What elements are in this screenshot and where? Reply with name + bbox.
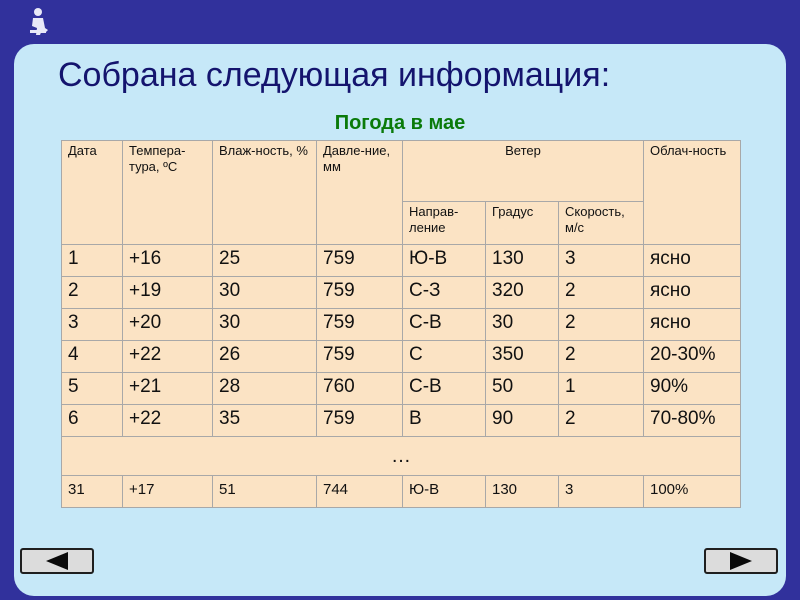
- cell-date: 3: [62, 309, 123, 341]
- cell-pressure: 759: [317, 277, 403, 309]
- cell-date: 1: [62, 245, 123, 277]
- cell-temperature: +22: [123, 341, 213, 373]
- cell-pressure: 759: [317, 309, 403, 341]
- cell-wind-degree: 30: [486, 309, 559, 341]
- cell-temperature: +21: [123, 373, 213, 405]
- header-wind-direction: Направ-ление: [403, 202, 486, 245]
- cell-humidity: 35: [213, 405, 317, 437]
- header-wind-degree: Градус: [486, 202, 559, 245]
- cell-cloudiness: ясно: [644, 245, 741, 277]
- cell-wind-degree: 130: [486, 245, 559, 277]
- cell-cloudiness: 20-30%: [644, 341, 741, 373]
- table-row: [62, 373, 741, 405]
- cell-wind-direction: С-З: [403, 277, 486, 309]
- cell-date: 2: [62, 277, 123, 309]
- cell-temperature: +17: [123, 476, 213, 508]
- cell-wind-degree: 90: [486, 405, 559, 437]
- cell-pressure: 744: [317, 476, 403, 508]
- cell-cloudiness: ясно: [644, 309, 741, 341]
- presenter-logo-icon: [28, 6, 50, 36]
- table-row-last: [62, 476, 741, 508]
- ellipsis-row: [62, 437, 741, 476]
- header-cloudiness: Облач-ность: [644, 141, 741, 245]
- cell-wind-speed: 3: [559, 476, 644, 508]
- page-title: Собрана следующая информация:: [58, 56, 611, 94]
- table-row: [62, 245, 741, 277]
- cell-wind-direction: С-В: [403, 373, 486, 405]
- cell-wind-speed: 2: [559, 405, 644, 437]
- cell-temperature: +20: [123, 309, 213, 341]
- left-arrow-icon: [46, 552, 68, 570]
- cell-humidity: 30: [213, 277, 317, 309]
- cell-date: 4: [62, 341, 123, 373]
- cell-wind-direction: Ю-В: [403, 476, 486, 508]
- cell-wind-direction: С: [403, 341, 486, 373]
- cell-humidity: 30: [213, 309, 317, 341]
- cell-wind-direction: С-В: [403, 309, 486, 341]
- ellipsis: …: [62, 437, 741, 476]
- cell-wind-direction: Ю-В: [403, 245, 486, 277]
- cell-temperature: +19: [123, 277, 213, 309]
- cell-humidity: 28: [213, 373, 317, 405]
- cell-wind-speed: 1: [559, 373, 644, 405]
- table-row: [62, 309, 741, 341]
- cell-wind-degree: 130: [486, 476, 559, 508]
- header-wind: Ветер: [403, 141, 644, 202]
- cell-cloudiness: 70-80%: [644, 405, 741, 437]
- previous-slide-button[interactable]: [20, 548, 94, 574]
- cell-wind-speed: 3: [559, 245, 644, 277]
- cell-cloudiness: 90%: [644, 373, 741, 405]
- cell-wind-speed: 2: [559, 341, 644, 373]
- header-humidity: Влаж-ность, %: [213, 141, 317, 245]
- header-temperature: Темпера-тура, ºС: [123, 141, 213, 245]
- cell-humidity: 51: [213, 476, 317, 508]
- cell-wind-speed: 2: [559, 277, 644, 309]
- cell-wind-direction: В: [403, 405, 486, 437]
- table-title: Погода в мае: [334, 112, 466, 134]
- cell-date: 6: [62, 405, 123, 437]
- cell-humidity: 25: [213, 245, 317, 277]
- weather-table: [61, 140, 741, 508]
- header-pressure: Давле-ние, мм: [317, 141, 403, 245]
- cell-temperature: +16: [123, 245, 213, 277]
- cell-wind-degree: 320: [486, 277, 559, 309]
- table-row: [62, 341, 741, 373]
- cell-date: 31: [62, 476, 123, 508]
- header-date: Дата: [62, 141, 123, 245]
- cell-wind-degree: 350: [486, 341, 559, 373]
- cell-pressure: 760: [317, 373, 403, 405]
- cell-temperature: +22: [123, 405, 213, 437]
- table-row: [62, 405, 741, 437]
- cell-pressure: 759: [317, 341, 403, 373]
- cell-pressure: 759: [317, 405, 403, 437]
- cell-humidity: 26: [213, 341, 317, 373]
- right-arrow-icon: [730, 552, 752, 570]
- next-slide-button[interactable]: [704, 548, 778, 574]
- cell-cloudiness: 100%: [644, 476, 741, 508]
- cell-wind-degree: 50: [486, 373, 559, 405]
- cell-cloudiness: ясно: [644, 277, 741, 309]
- cell-date: 5: [62, 373, 123, 405]
- header-wind-speed: Скорость, м/с: [559, 202, 644, 245]
- table-row: [62, 277, 741, 309]
- table-header-row: [62, 141, 741, 202]
- cell-pressure: 759: [317, 245, 403, 277]
- cell-wind-speed: 2: [559, 309, 644, 341]
